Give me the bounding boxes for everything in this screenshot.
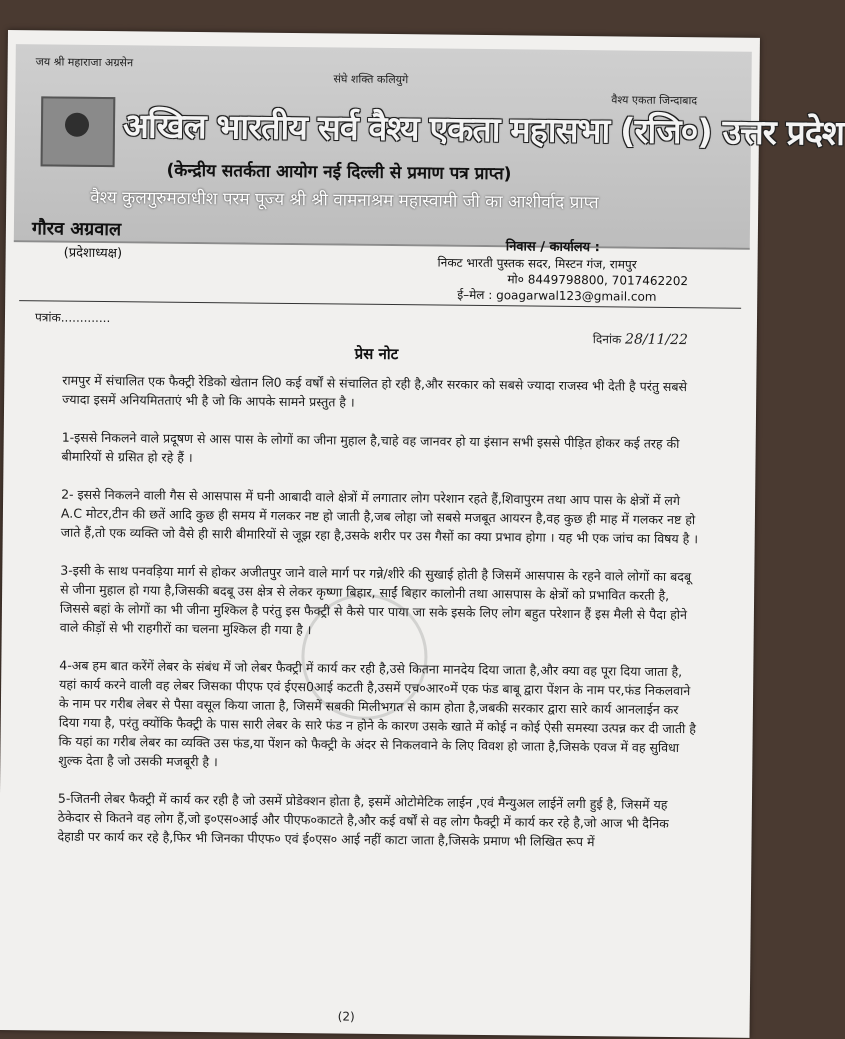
blessing-line: वैश्य कुलगुरुमठाधीश परम पूज्य श्री श्री वामनाश्रम महास्वामी जी का आशीर्वाद प्राप्त — [90, 187, 599, 214]
handwritten-date: 28/11/22 — [625, 331, 689, 349]
phone-numbers: मो० 8449798800, 7017462202 — [507, 272, 689, 289]
letterhead — [14, 44, 845, 250]
address-line: निकट भारती पुस्तक सदर, मिस्टन गंज, रामपुर — [437, 255, 637, 272]
address-heading: निवास / कार्यालय : — [505, 239, 600, 256]
address-block — [437, 239, 688, 306]
paragraph-4: 4-अब हम बात करेंगें लेबर के संबंध में जो लेबर फैक्ट्री में कार्य कर रही है,उसे कितना मानदेय दिया जाता है,और क्या वह पूरा दिया जाता है, यहां कार्य करने वाली वह लेबर जिसका पीएफ एवं ईएस0आई कटती है,उसमें एच०आर०में एक फंड बाबू द्वारा पेंशन के नाम पर,फंड निकलवाने के नाम पर गरीब लेबर से पैसा वसूल किया जाता है, जिसमें सबकी मिलीभगत से काम होता है,जबकी सरकार द्वारा सारे कार्य आनलाईन कर दिया गया है, परंतु क्योंकि फैक्ट्री के पास सारी लेबर के सारे फंड न होने के कारण उसके खाते में कोई न कोई ऐसी समस्या उत्पन्न कर दी जाती है कि यहां का गरीब लेबर का व्यक्ति उस फंड,या पेंशन को फैक्ट्री के अंदर से निकलवाने के लिए विवश हो जाता है,जिसके एवज में वह सुविधा शुल्क देता है जो उसकी मजबूरी है । — [58, 657, 696, 770]
certification-line: (केन्द्रीय सतर्कता आयोग नई दिल्ली से प्रमाण पत्र प्राप्त) — [166, 160, 512, 185]
organization-logo-icon — [41, 96, 116, 167]
page-number: (2) — [337, 1009, 355, 1024]
press-note-title: प्रेस नोट — [354, 344, 399, 364]
letterhead-motto: संघे शक्ति कलियुगे — [333, 72, 409, 87]
organization-name: अखिल भारतीय सर्व वैश्य एकता महासभा (रजि०) उत्तर प्रदेश — [122, 106, 845, 154]
letterhead-top-left: जय श्री महाराजा अग्रसेन — [35, 55, 134, 70]
paragraph-5: 5-जितनी लेबर फैक्ट्री में कार्य कर रही है जो उसमें प्रोडेक्शन होता है, इसमें ओटोमेटिक लाईन ,एवं मैन्युअल लाईनें लगी हुई है, जिसमें यह ठेकेदार से कितने वह लोग हैं,जो इ०एस०आई और पीएफ०काटते है,और कई वर्षों से वह लोग फैक्ट्री में कार्य कर रहे है,जो आज भी दैनिक देहाडी पर कार्य कर रहे है,फिर भी जिनका पीएफ० एवं ई०एस० आई नहीं काटा जाता है,जिसके प्रमाण भी लिखित रूप में — [57, 790, 669, 850]
paragraph-1: 1-इससे निकलने वाले प्रदूषण से आस पास के लोगों का जीना मुहाल है,चाहे वह जानवर हो या इंसान सभी इससे पीड़ित होकर कई तरह की बीमारियों से ग्रसित हो रहे हैं । — [61, 429, 680, 465]
date-field — [593, 330, 688, 348]
email-address: ई–मेल : goagarwal123@gmail.com — [457, 287, 657, 304]
paragraph-3: 3-इसी के साथ पनवड़िया मार्ग से होकर अजीतपुर जाने वाले मार्ग पर गन्ने/शीरे की सुखाई होती है जिसमें आसपास के रहने वाले लोगों का बदबू से जीना मुहाल हो गया है,जिसकी बदबू उस क्षेत्र से लेकर कृष्णा बिहार, साईं बिहार कालोनी तथा आसपास के क्षेत्रों को प्रभावित करती है, जिससे बहां के लोगों का भी जीना मुश्किल है परंतु इस फैक्ट्री से कैसे पार पाया जा सके इसके लिए लोग बहुत परेशान हैं इस मैली से पैदा होने वाले कीड़ों से भी राहगीरों का चलना मुश्किल ही गया है । — [59, 562, 692, 638]
paragraph-2: 2- इससे निकलने वाली गैस से आसपास में घनी आबादी वाले क्षेत्रों में लगातार लोग परेशान रहते हैं,शिवापुरम तथा आप पास के क्षेत्रों में लगे A.C मोटर,टीन की छतें आदि कुछ ही समय में गलकर नष्ट हो जाती है,जब लोहा जो सबसे मजबूत आयरन है,वह कुछ ही माह में गलकर नष्ट हो जाते हैं,तो एक व्यक्ति जो वैसे ही सारी बीमारियों से जूझ रहा है,उसके शरीर पर उस गैसों का क्या प्रभाव होगा । यह भी एक जांच का विषय है । — [60, 486, 699, 547]
letterhead-slogan: वैश्य एकता जिन्दाबाद — [611, 93, 698, 108]
date-label: दिनांक — [592, 332, 622, 347]
press-note-body — [57, 371, 702, 872]
sender-title: (प्रदेशाध्यक्ष) — [63, 245, 123, 262]
paragraph-intro: रामपुर में संचालित एक फैक्ट्री रेडिको खेतान लि0 कई वर्षों से संचालित हो रही है,और सरकार को सबसे ज्यादा राजस्व भी देती है परंतु सबसे ज्यादा इसमें अनियमितताएं भी है जो कि आपके सामने प्रस्तुत है । — [62, 372, 688, 410]
sender-name: गौरव अग्रवाल — [31, 218, 122, 241]
reference-number: पत्रांक............. — [34, 310, 111, 326]
press-note-page — [0, 30, 845, 1038]
